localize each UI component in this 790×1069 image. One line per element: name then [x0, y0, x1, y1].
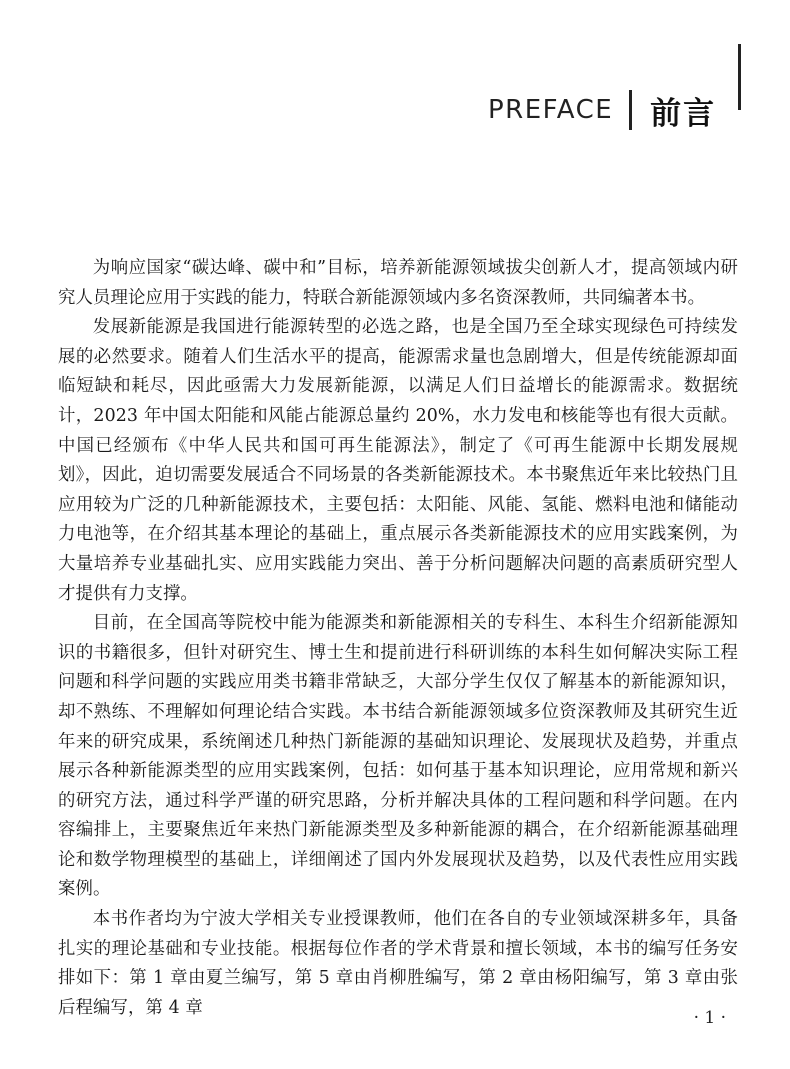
paragraph-3: 目前，在全国高等院校中能为能源类和新能源相关的专科生、本科生介绍新能源知识的书籍很多，但针对研究生、博士生和提前进行科研训练的本科生如何解决实际工程问题和科学问题的实践应用类书籍非常缺乏，大部分学生仅仅了解基本的新能源知识，却不熟练、不理解如何理论结合实践。本书结合新能源领域多位资深教师及其研究生近年来的研究成果，系统阐述几种热门新能源的基础知识理论、发展现状及趋势，并重点展示各种新能源类型的应用实践案例，包括：如何基于基本知识理论，应用常规和新兴的研究方法，通过科学严谨的研究思路，分析并解决具体的工程问题和科学问题。在内容编排上，主要聚焦近年来热门新能源类型及多种新能源的耦合，在介绍新能源基础理论和数学物理模型的基础上，详细阐述了国内外发展现状及趋势，以及代表性应用实践案例。: [58, 613, 738, 900]
header-divider: [629, 90, 632, 130]
header-chinese-title: 前言: [650, 95, 717, 132]
paragraph-2: 发展新能源是我国进行能源转型的必选之路，也是全国乃至全球实现绿色可持续发展的必然要求。随着人们生活水平的提高，能源需求量也急剧增大，但是传统能源却面临短缺和耗尽，因此亟需大力发展新能源，以满足人们日益增长的能源需求。数据统计，2023 年中国太阳能和风能占能源总量约 20%，水力发电和核能等也有很大贡献。中国已经颁布《中华人民共和国可再生能源法》，制定了《可再生能源中长期发展规划》，因此，迫切需要发展适合不同场景的各类新能源技术。本书聚焦近年来比较热门且应用较为广泛的几种新能源技术，主要包括：太阳能、风能、氢能、燃料电池和储能动力电池等，在介绍其基本理论的基础上，重点展示各类新能源技术的应用实践案例，为大量培养专业基础扎实、应用实践能力突出、善于分析问题解决问题的高素质研究型人才提供有力支撑。: [58, 317, 738, 604]
paragraph-4: 本书作者均为宁波大学相关专业授课教师，他们在各自的专业领域深耕多年，具备扎实的理论基础和专业技能。根据每位作者的学术背景和擅长领域，本书的编写任务安排如下：第 1 章由夏兰编写，第 5 章由肖柳胜编写，第 2 章由杨阳编写，第 3 章由张后程编写，第 4 章: [58, 909, 738, 1018]
preface-body: [58, 254, 738, 1023]
page-header: [488, 88, 716, 132]
page-number: · 1 ·: [693, 1008, 726, 1028]
header-english-title: PREFACE: [488, 95, 614, 125]
corner-rule: [738, 44, 741, 110]
paragraph-1: 为响应国家“碳达峰、碳中和”目标，培养新能源领域拔尖创新人才，提高领域内研究人员理论应用于实践的能力，特联合新能源领域内多名资深教师，共同编著本书。: [58, 258, 738, 308]
